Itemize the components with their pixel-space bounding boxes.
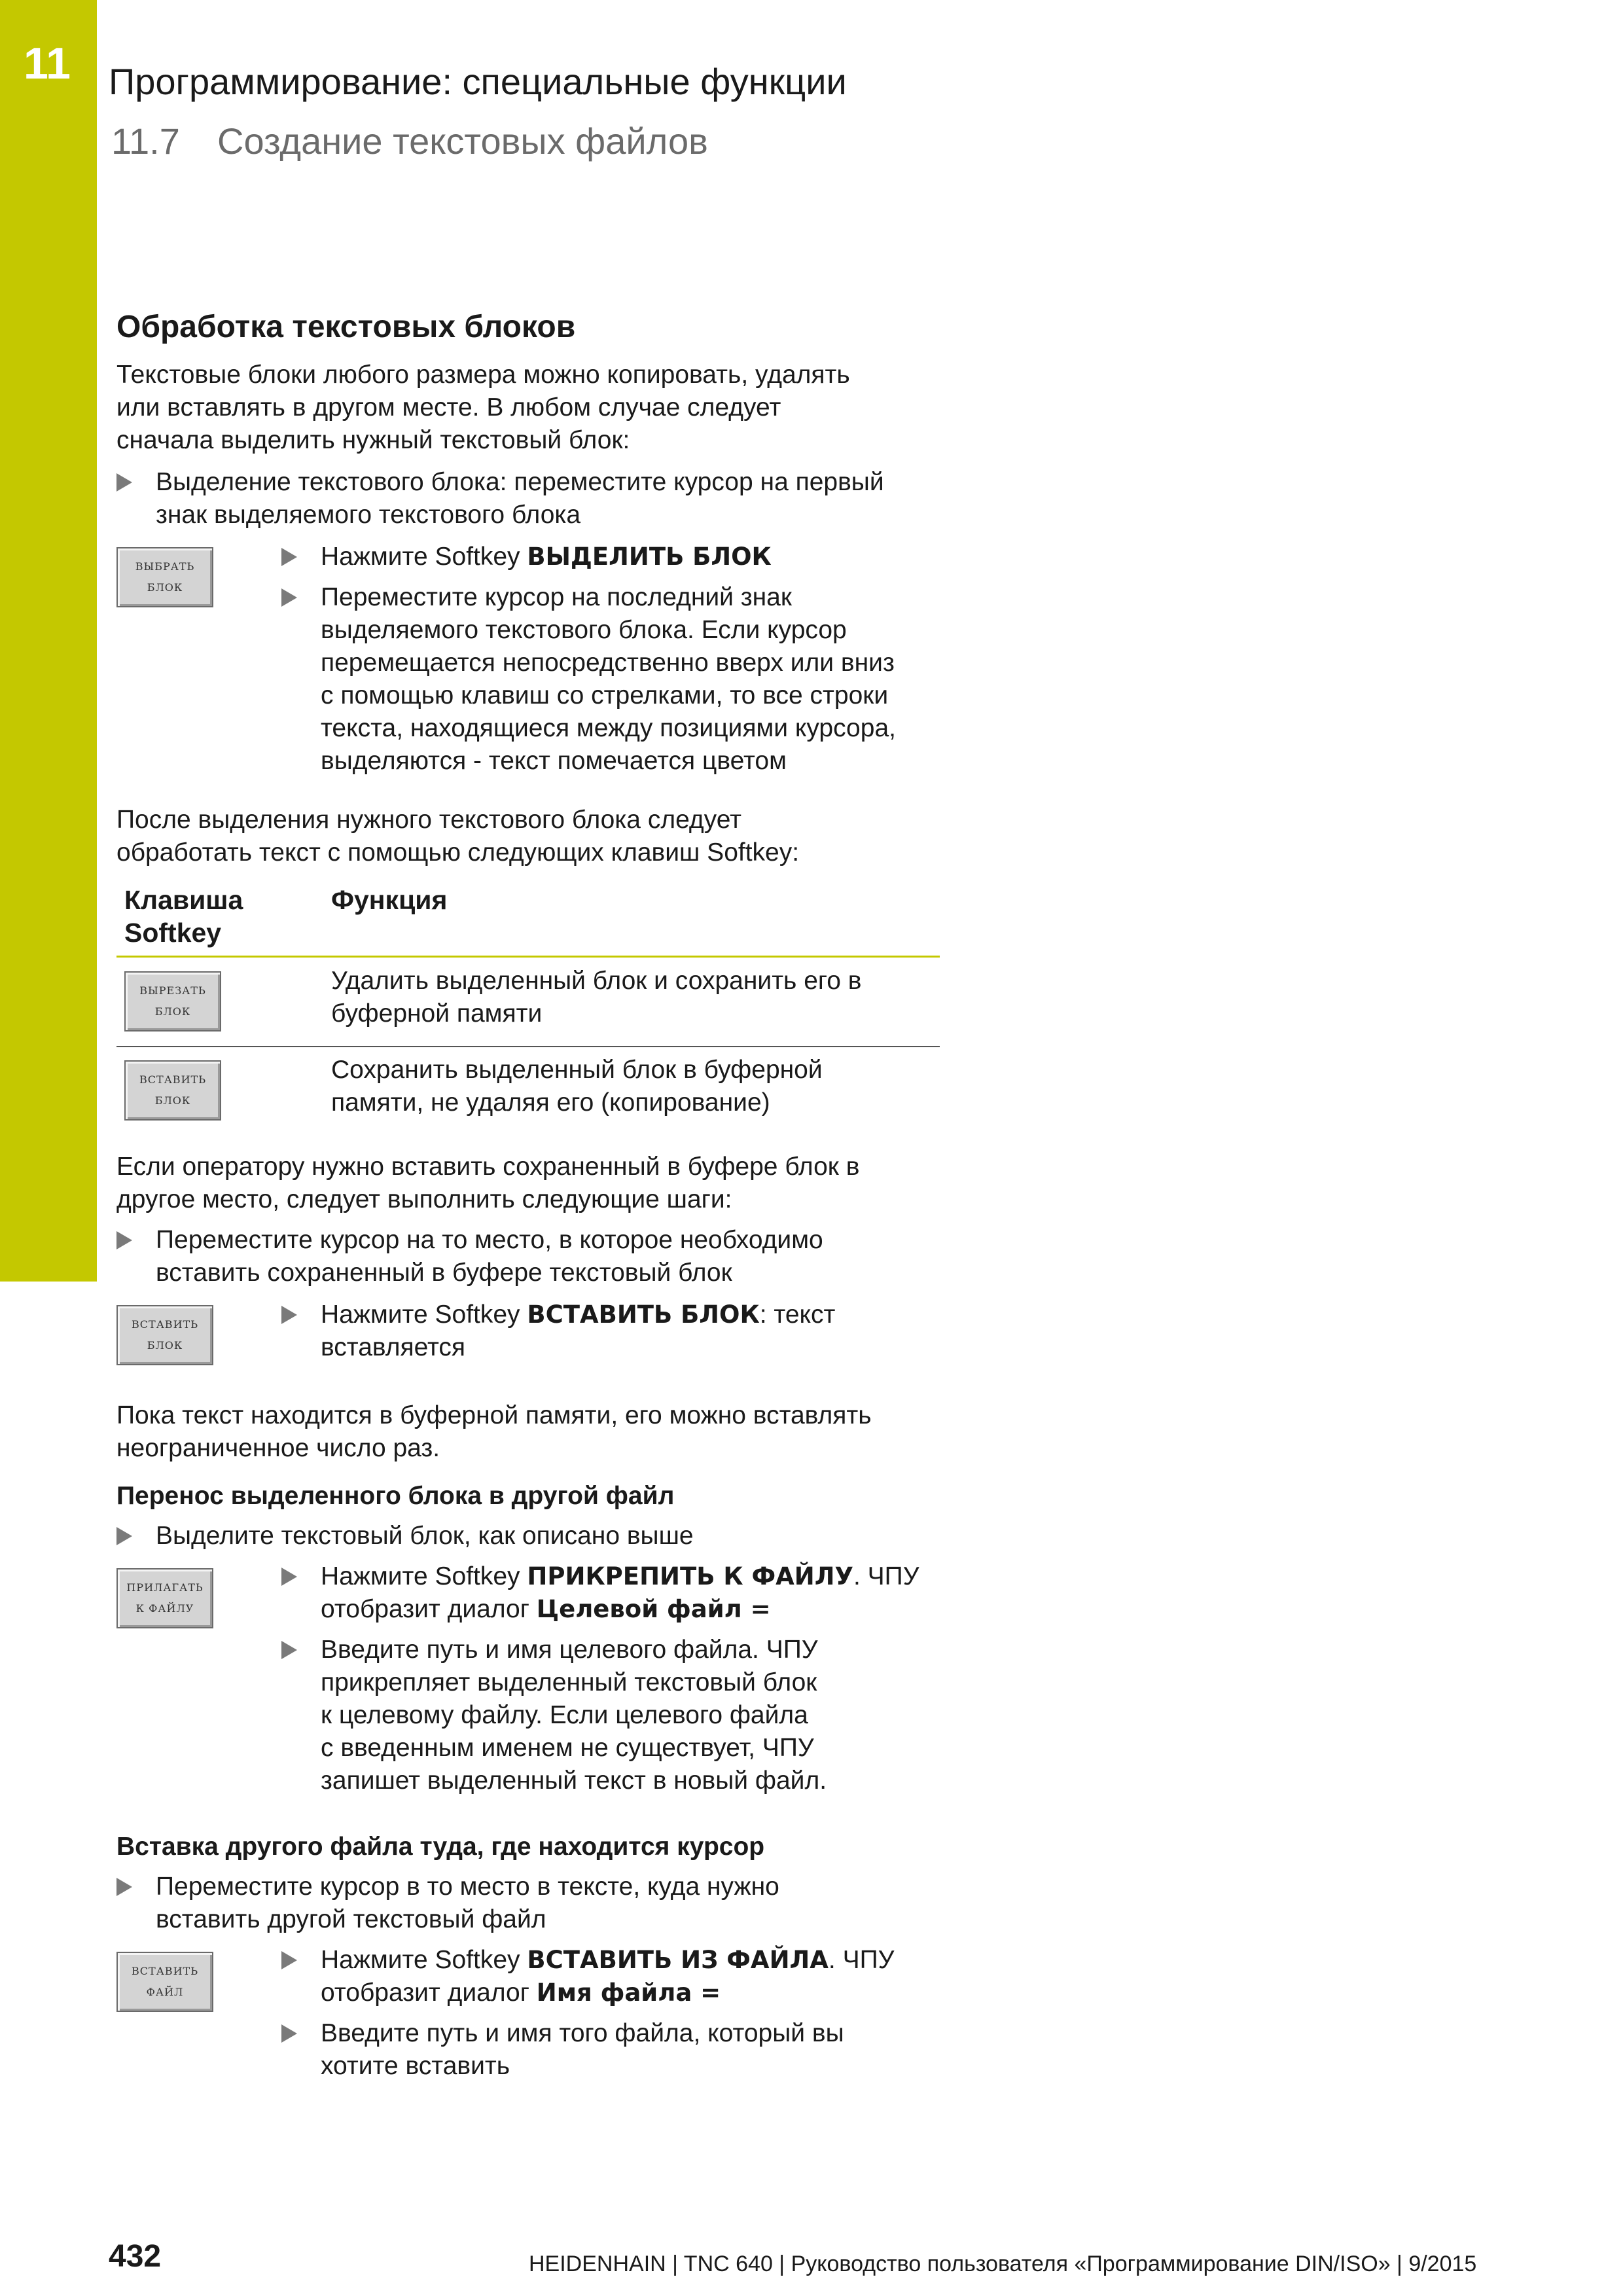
list-item: Нажмите Softkey ПРИКРЕПИТЬ К ФАЙЛУ. ЧПУ отобразит диалог Целевой файл = [281, 1560, 969, 1626]
list-item: Нажмите Softkey ВСТАВИТЬ ИЗ ФАЙЛА. ЧПУ отобразит диалог Имя файла = [281, 1944, 969, 2009]
after-select-text: После выделения нужного текстового блока следует обработать текст с помощью следующих клавиш Softkey: [116, 806, 800, 867]
chapter-title: Программирование: специальные функции [109, 61, 847, 102]
bullet-triangle-icon [281, 1306, 297, 1324]
bullet-triangle-icon [281, 2024, 297, 2043]
bullet-triangle-icon [281, 548, 297, 566]
footer-text: HEIDENHAIN | TNC 640 | Руководство пользователя «Программирование DIN/ISO» | 9/2015 [529, 2251, 1477, 2276]
list-item: Введите путь и имя того файла, который вы хотите вставить [281, 2017, 969, 2083]
softkey-cut-block[interactable]: ВЫРЕЗАТЬ БЛОК [124, 971, 221, 1031]
list-item: Переместите курсор в то место в тексте, куда нужно вставить другой текстовый файл [116, 1871, 967, 1936]
list-item: Введите путь и имя целевого файла. ЧПУ прикрепляет выделенный текстовый блок к целевому файлу. Если целевого файла с введенным именем не существует, ЧПУ запишет выделенный текст в новый файл. [281, 1634, 969, 1797]
bullet-triangle-icon [116, 1231, 132, 1249]
table-row-divider [116, 1046, 940, 1047]
table-header-divider [116, 956, 940, 958]
block-handling-intro: Текстовые блоки любого размера можно копировать, удалять или вставлять в другом месте. В любом случае следует сначала выделить нужный текстовый блок: [116, 361, 850, 454]
insert-file-heading: Вставка другого файла туда, где находится курсор [116, 1833, 765, 1861]
list-item: Выделение текстового блока: переместите курсор на первый знак выделяемого текстового блока [116, 466, 967, 531]
list-item: Выделите текстовый блок, как описано выше [116, 1520, 967, 1552]
table-header-function: Функция [331, 885, 448, 915]
list-item: Переместите курсор на последний знак выделяемого текстового блока. Если курсор перемещается непосредственно вверх или вниз с помощью клавиш со стрелками, то все строки текста, находящиеся между позициями курсора, выделяются - текст помечается цветом [281, 581, 969, 778]
list-item: Нажмите Softkey ВСТАВИТЬ БЛОК: текст вставляется [281, 1299, 969, 1364]
list-item: Нажмите Softkey ВЫДЕЛИТЬ БЛОК [281, 541, 969, 573]
chapter-number: 11 [24, 39, 71, 88]
softkey-copy-block[interactable]: ВСТАВИТЬ БЛОК [124, 1060, 221, 1121]
chapter-color-bar [0, 0, 97, 1282]
bullet-triangle-icon [116, 1527, 132, 1545]
table-cell-function: Удалить выделенный блок и сохранить его в буферной памяти [331, 967, 862, 1028]
table-cell-function: Сохранить выделенный блок в буферной памяти, не удаляя его (копирование) [331, 1056, 823, 1117]
list-item: Переместите курсор на то место, в которое необходимо вставить сохраненный в буфере текстовый блок [116, 1224, 967, 1289]
bullet-triangle-icon [281, 1951, 297, 1969]
transfer-heading: Перенос выделенного блока в другой файл [116, 1482, 675, 1510]
softkey-select-block[interactable]: ВЫБРАТЬ БЛОК [116, 547, 213, 607]
bullet-triangle-icon [281, 1641, 297, 1659]
softkey-attach-to-file[interactable]: ПРИЛАГАТЬ К ФАЙЛУ [116, 1568, 213, 1628]
paste-note: Пока текст находится в буферной памяти, его можно вставлять неограниченное число раз. [116, 1401, 872, 1462]
bullet-triangle-icon [116, 473, 132, 492]
page-number: 432 [109, 2239, 162, 2274]
bullet-triangle-icon [281, 588, 297, 607]
softkey-insert-file[interactable]: ВСТАВИТЬ ФАЙЛ [116, 1952, 213, 2012]
block-handling-heading: Обработка текстовых блоков [116, 310, 576, 344]
bullet-triangle-icon [281, 1568, 297, 1586]
section-title: Создание текстовых файлов [217, 120, 708, 162]
table-header-softkey: Клавиша Softkey [124, 885, 243, 948]
softkey-paste-block[interactable]: ВСТАВИТЬ БЛОК [116, 1305, 213, 1365]
paste-intro: Если оператору нужно вставить сохраненный в буфере блок в другое место, следует выполнить следующие шаги: [116, 1153, 860, 1213]
bullet-triangle-icon [116, 1878, 132, 1896]
section-number: 11.7 [111, 120, 180, 162]
